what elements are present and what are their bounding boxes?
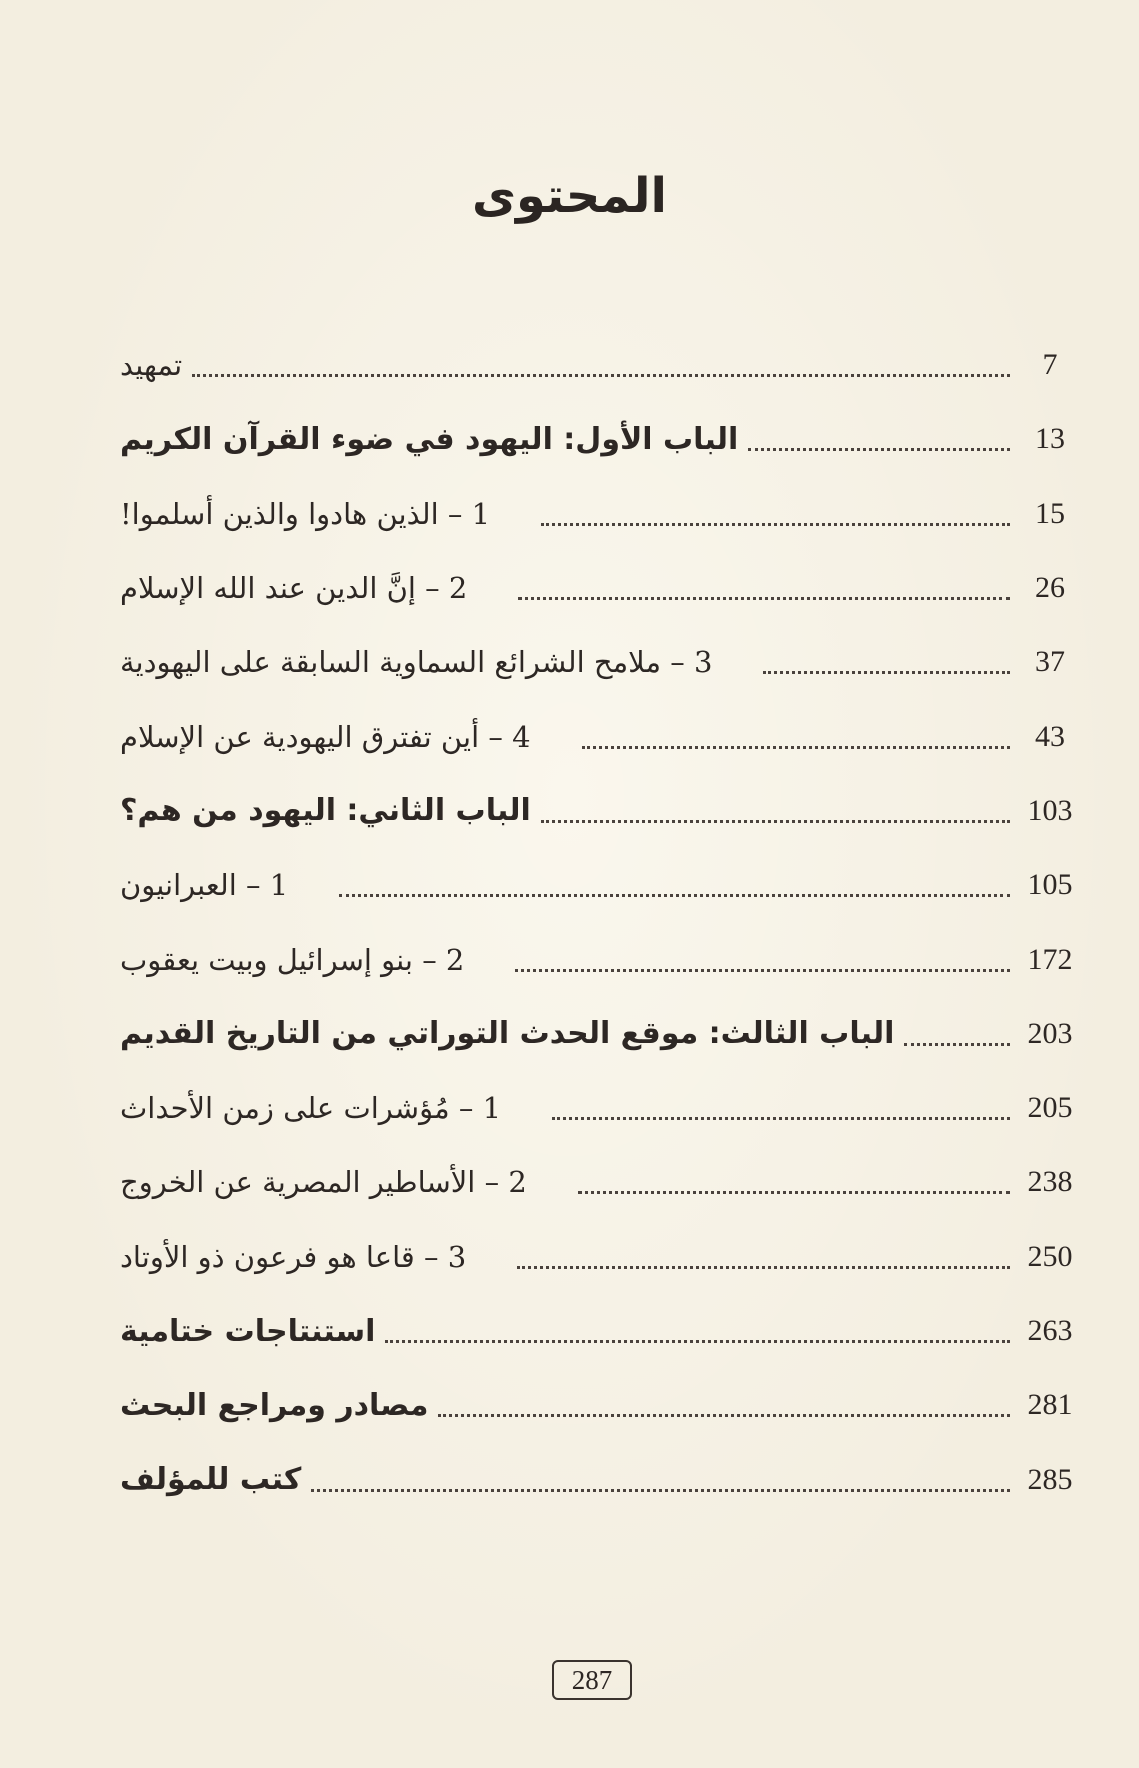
toc-entry-page: 285 [1027,1462,1073,1496]
toc-entry-title: كتب للمؤلف [120,1462,302,1498]
page-number-box: 287 [552,1660,632,1700]
toc-entry-title: 3 – قاعا هو فرعون ذو الأوتاد [120,1239,467,1274]
toc-entry-page: 263 [1027,1314,1073,1347]
toc-entry-page: 7 [1042,348,1058,382]
dot-leader [578,1190,1010,1194]
toc-entry-title: الباب الثاني: اليهود من هم؟ [120,793,531,829]
toc-entry [120,1145,1080,1219]
toc-entry [120,477,1080,551]
dot-leader [385,1339,1010,1343]
toc-entry [120,699,1080,773]
toc-entry-page: 103 [1027,793,1073,827]
dot-leader [552,1116,1010,1120]
toc-entry-page: 37 [1035,645,1065,679]
toc-entry-title: مصادر ومراجع البحث [120,1387,429,1423]
toc-entry-page: 15 [1035,496,1065,530]
toc-entry-title: 2 – بنو إسرائيل وبيت يعقوب [120,942,465,977]
toc-entry-title: 4 – أين تفترق اليهودية عن الإسلام [120,719,531,754]
dot-leader [311,1488,1010,1492]
toc-entry-title: الباب الأول: اليهود في ضوء القرآن الكريم [120,421,739,457]
dot-leader [582,745,1010,749]
dot-leader [517,1265,1010,1269]
toc-entry-page: 281 [1027,1388,1073,1422]
page-title: المحتوى [472,168,667,224]
dot-leader [339,893,1010,897]
toc-entry-title: 2 – الأساطير المصرية عن الخروج [120,1165,527,1200]
toc-entry [120,1220,1080,1294]
toc-entry-page: 238 [1027,1165,1073,1199]
toc-entry-title: 1 – العبرانيون [120,868,289,903]
toc-entry-title: استنتاجات ختامية [120,1313,376,1349]
toc-entry [120,922,1080,996]
dot-leader [515,968,1010,972]
toc-entry-page: 26 [1035,571,1065,605]
dot-leader [748,447,1010,451]
toc-entry-page: 203 [1027,1016,1073,1050]
toc-entry-page: 43 [1035,719,1065,753]
toc-entry [120,551,1080,625]
toc-entry-title: 2 – إنَّ الدين عند الله الإسلام [120,571,468,606]
dot-leader [541,522,1010,526]
toc-entry [120,1368,1080,1442]
dot-leader [541,819,1010,823]
toc-entry-page: 13 [1035,422,1065,456]
toc-entry [120,625,1080,699]
toc-entry-page: 205 [1027,1091,1073,1125]
toc-entry [120,1071,1080,1145]
toc-entry [120,848,1080,922]
dot-leader [192,373,1010,377]
dot-leader [518,596,1010,600]
table-of-contents [120,328,1080,1517]
toc-entry-title: الباب الثالث: موقع الحدث التوراتي من التاريخ القديم [120,1016,895,1052]
toc-entry-page: 250 [1027,1239,1073,1273]
toc-entry-title: 1 – الذين هادوا والذين أسلموا! [120,496,491,531]
toc-entry [120,774,1080,848]
dot-leader [904,1042,1010,1046]
dot-leader [763,670,1010,674]
dot-leader [438,1413,1010,1417]
toc-entry-page: 172 [1027,942,1073,976]
toc-entry-title: 3 – ملامح الشرائع السماوية السابقة على اليهودية [120,645,713,680]
toc-entry-title: تمهيد [120,348,183,383]
toc-entry [120,1294,1080,1368]
toc-entry [120,997,1080,1071]
toc-entry-page: 105 [1027,868,1073,902]
toc-entry [120,402,1080,476]
toc-entry [120,1442,1080,1516]
toc-entry [120,328,1080,402]
toc-entry-title: 1 – مُؤشرات على زمن الأحداث [120,1091,502,1126]
